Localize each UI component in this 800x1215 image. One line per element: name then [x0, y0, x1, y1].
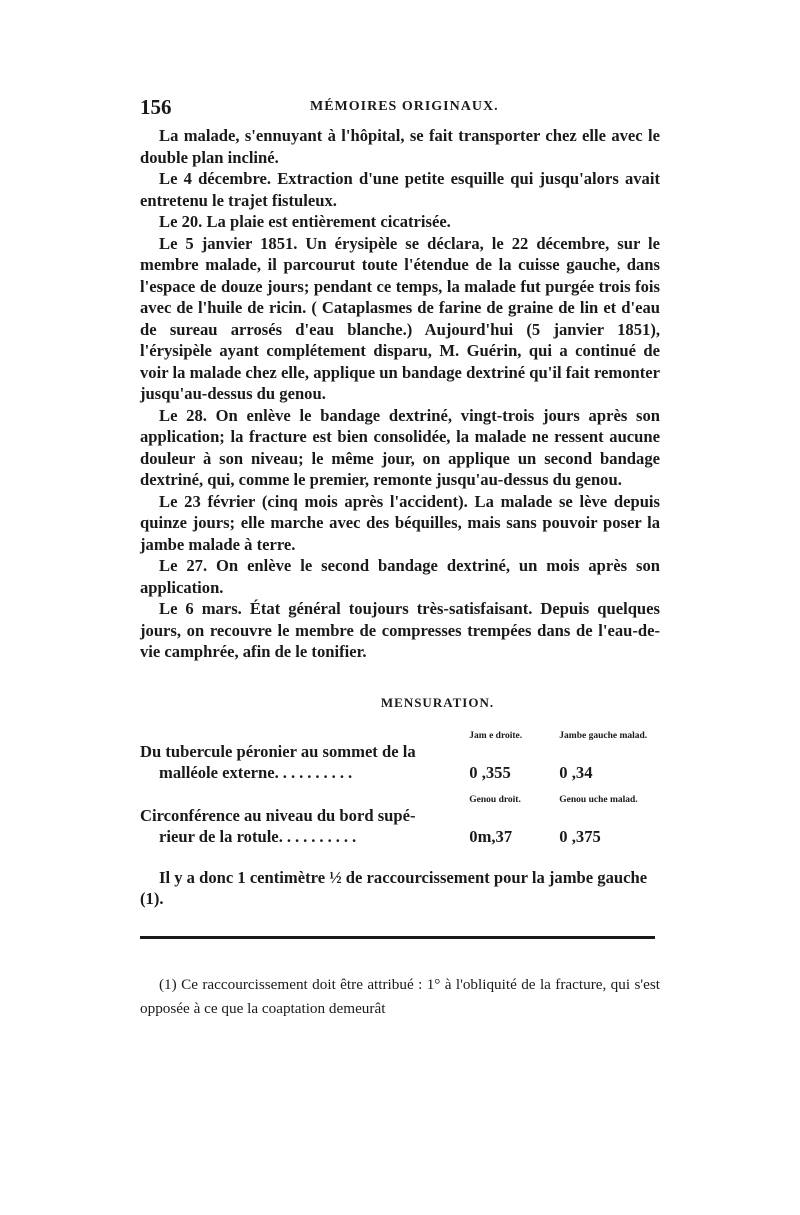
- value-right-knee: 0m,37: [469, 826, 513, 846]
- paragraph: Le 28. On enlève le bandage dextriné, vingt-trois jours après son application; la fracture est bien consolidée, la malade ne ressent aucune douleur à son niveau; le même jour, on applique un second bandage dextriné, qui, comme le premier, remonte jusqu'au-dessus du genou.: [140, 405, 660, 489]
- value-left-leg: 0 ,34: [559, 762, 593, 782]
- mensuration-title: MENSURATION.: [380, 694, 495, 710]
- summary-paragraph: Il y a donc 1 centimètre ½ de raccourcissement pour la jambe gauche (1).: [140, 867, 648, 908]
- column-header: Jambe gauche malad.: [559, 730, 648, 741]
- footnote-text: (1) Ce raccourcissement doit être attribué : 1° à l'obliquité de la fracture, qui s'est opposée à ce que la coaptation demeurât: [140, 975, 660, 1017]
- mensuration-table: [140, 719, 665, 847]
- row-label: Du tubercule péronier au sommet de la: [140, 741, 416, 761]
- paragraph: Le 6 mars. État général toujours très-satisfaisant. Depuis quelques jours, on recouvre le membre de compresses trempées dans de l'eau-de-vie camphrée, afin de le tonifier.: [140, 599, 660, 661]
- row-label-cont: rieur de la rotule: [159, 826, 279, 846]
- footnote: [140, 973, 660, 1022]
- page-header: [140, 95, 660, 125]
- running-title: MÉMOIRES ORIGINAUX.: [310, 99, 499, 114]
- column-header-row: [140, 783, 665, 805]
- paragraph: La malade, s'ennuyant à l'hôpital, se fait transporter chez elle avec le double plan incliné.: [140, 126, 660, 167]
- column-header: Genou droit.: [469, 794, 521, 805]
- paragraph: Le 23 février (cinq mois après l'accident). La malade se lève depuis quinze jours; elle marche avec des béquilles, mais sans pouvoir poser la jambe malade à terre.: [140, 491, 660, 554]
- dot-leader: ..........: [278, 826, 361, 846]
- page-number: 156: [140, 95, 172, 119]
- footnote-divider: [140, 936, 655, 939]
- column-header-row: [140, 719, 665, 741]
- paragraph: Le 4 décembre. Extraction d'une petite esquille qui jusqu'alors avait entretenu le trajet fistuleux.: [140, 169, 660, 210]
- paragraph: Le 27. On enlève le second bandage dextriné, un mois après son application.: [140, 556, 660, 597]
- column-header: Jam e droite.: [469, 730, 523, 741]
- page: [140, 95, 660, 1022]
- body-text: [140, 125, 660, 663]
- paragraph: Le 20. La plaie est entièrement cicatrisée.: [159, 212, 451, 231]
- row-label: Circonférence au niveau du bord supé-: [140, 805, 416, 825]
- row-label-cont: malléole externe: [159, 762, 275, 782]
- table-row: [140, 741, 665, 783]
- paragraph: Le 5 janvier 1851. Un érysipèle se déclara, le 22 décembre, sur le membre malade, il parcourut toute l'étendue de la cuisse gauche, dans l'espace de douze jours; pendant ce temps, la malade fut purgée trois fois avec de l'huile de ricin. ( Cataplasmes de farine de graine de lin et d'eau de sureau arrosés d'eau blanche.) Aujourd'hui (5 janvier 1851), l'érysipèle ayant complétement disparu, M. Guérin, qui a continué de voir la malade chez elle, applique un bandage dextriné qu'il fait remonter jusqu'au-dessus du genou.: [140, 233, 660, 403]
- table-row: [140, 805, 665, 847]
- value-right-leg: 0 ,355: [469, 762, 511, 782]
- value-left-knee: 0 ,375: [559, 826, 601, 846]
- dot-leader: ..........: [274, 762, 357, 782]
- column-header: Genou uche malad.: [559, 794, 638, 805]
